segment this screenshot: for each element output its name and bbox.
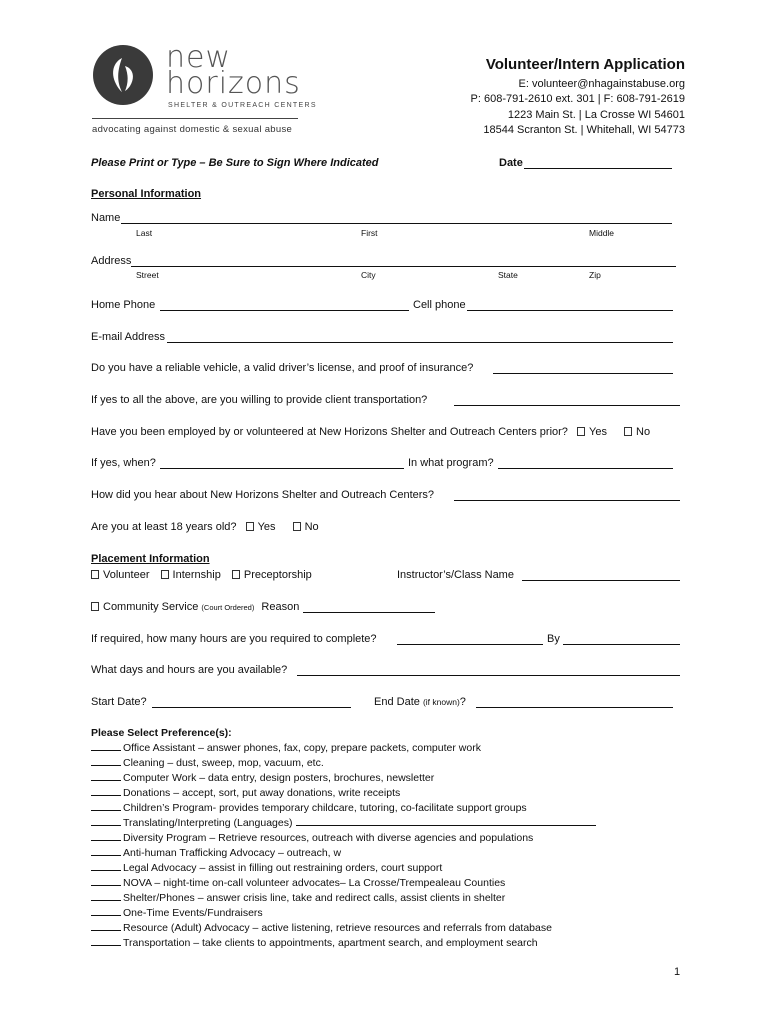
court-ordered-note: (Court Ordered)	[201, 603, 255, 612]
preference-label: Computer Work – data entry, design posters, brochures, newsletter	[123, 772, 435, 784]
name-sub-first: First	[361, 228, 378, 238]
contact-address-2: 18544 Scranton St. | Whitehall, WI 54773	[483, 124, 685, 136]
preference-select-field[interactable]	[91, 764, 121, 766]
preference-label: Translating/Interpreting (Languages)	[123, 817, 293, 829]
logo-divider	[92, 118, 298, 119]
preference-item	[91, 847, 341, 859]
logo-name-horizons: horizons	[166, 66, 301, 101]
form-title: Volunteer/Intern Application	[485, 56, 685, 73]
name-sub-middle: Middle	[589, 228, 615, 238]
preference-select-field[interactable]	[91, 869, 121, 871]
preference-item	[91, 892, 505, 904]
preference-select-field[interactable]	[91, 824, 121, 826]
preference-select-field[interactable]	[91, 899, 121, 901]
instructions: Please Print or Type – Be Sure to Sign Where Indicated	[91, 157, 379, 169]
instructor-label: Instructor’s/Class Name	[397, 569, 514, 581]
age-question-text: Are you at least 18 years old?	[91, 521, 237, 533]
address-sub-city: City	[361, 270, 376, 280]
preference-item	[91, 937, 538, 949]
volunteer-label: Volunteer	[103, 569, 150, 581]
preference-item	[91, 742, 481, 754]
preference-select-field[interactable]	[91, 914, 121, 916]
reason-field[interactable]	[303, 612, 435, 613]
reason-label: Reason	[261, 601, 300, 613]
age-yes-label: Yes	[257, 521, 276, 533]
transport-question: If yes to all the above, are you willing to provide client transportation?	[91, 394, 428, 406]
email-label: E-mail Address	[91, 331, 165, 343]
contact-phone: P: 608-791-2610 ext. 301 | F: 608-791-2619	[470, 93, 685, 105]
age-no-checkbox[interactable]	[293, 522, 301, 531]
employed-no-checkbox[interactable]	[624, 427, 632, 436]
logo-tagline: advocating against domestic & sexual abuse	[92, 124, 293, 135]
by-field[interactable]	[563, 644, 680, 645]
preference-select-field[interactable]	[91, 929, 121, 931]
employed-question-text: Have you been employed by or volunteered at New Horizons Shelter and Outreach Centers prior?	[91, 426, 568, 438]
end-date-row	[374, 696, 466, 708]
program-field[interactable]	[498, 468, 673, 469]
hours-question: If required, how many hours are you required to complete?	[91, 633, 377, 645]
cell-phone-field[interactable]	[467, 310, 673, 311]
name-sub-last: Last	[136, 228, 153, 238]
preference-item	[91, 877, 505, 889]
preference-label: Children’s Program- provides temporary childcare, tutoring, co-facilitate support groups	[123, 802, 527, 814]
preference-item	[91, 787, 400, 799]
age-question	[91, 521, 319, 533]
community-service-label: Community Service	[103, 601, 199, 613]
preference-label: NOVA – night-time on-call volunteer advocates– La Crosse/Trempealeau Counties	[123, 877, 506, 889]
address-field[interactable]	[131, 266, 676, 267]
community-service-checkbox[interactable]	[91, 602, 99, 611]
hours-field[interactable]	[397, 644, 543, 645]
preference-item	[91, 922, 552, 934]
employed-no-label: No	[636, 426, 651, 438]
preceptorship-label: Preceptorship	[243, 569, 312, 581]
preference-item	[91, 832, 533, 844]
placement-info-heading: Placement Information	[91, 553, 210, 565]
preference-item	[91, 817, 598, 829]
butterfly-logo-icon	[92, 44, 154, 106]
logo	[92, 40, 317, 139]
days-question: What days and hours are you available?	[91, 664, 288, 676]
end-date-label: End Date	[374, 696, 420, 708]
preference-select-field[interactable]	[91, 779, 121, 781]
transport-answer-field[interactable]	[454, 405, 680, 406]
preference-label: Donations – accept, sort, put away donations, write receipts	[123, 787, 401, 799]
languages-field[interactable]	[296, 824, 596, 826]
contact-address-1: 1223 Main St. | La Crosse WI 54601	[507, 109, 685, 121]
preference-label: Cleaning – dust, sweep, mop, vacuum, etc.	[123, 757, 324, 769]
name-label: Name	[91, 212, 121, 224]
home-phone-field[interactable]	[160, 310, 409, 311]
preference-select-field[interactable]	[91, 809, 121, 811]
email-field[interactable]	[167, 342, 673, 343]
employed-yes-checkbox[interactable]	[577, 427, 585, 436]
date-label: Date	[499, 157, 523, 169]
cell-phone-label: Cell phone	[413, 299, 466, 311]
preference-select-field[interactable]	[91, 854, 121, 856]
volunteer-checkbox[interactable]	[91, 570, 99, 579]
name-field[interactable]	[121, 223, 672, 224]
age-no-label: No	[304, 521, 319, 533]
preference-item	[91, 907, 263, 919]
when-field[interactable]	[160, 468, 404, 469]
internship-checkbox[interactable]	[161, 570, 169, 579]
preference-item	[91, 802, 527, 814]
date-field[interactable]	[524, 168, 672, 169]
preference-label: Diversity Program – Retrieve resources, outreach with diverse agencies and populations	[123, 832, 534, 844]
preference-label: One-Time Events/Fundraisers	[123, 907, 263, 919]
preference-select-field[interactable]	[91, 749, 121, 751]
employed-question	[91, 426, 650, 438]
preference-label: Legal Advocacy – assist in filling out restraining orders, court support	[123, 862, 443, 874]
address-sub-street: Street	[136, 270, 159, 280]
address-sub-state: State	[498, 270, 518, 280]
instructor-field[interactable]	[522, 580, 680, 581]
start-date-label: Start Date?	[91, 696, 147, 708]
preference-item	[91, 772, 434, 784]
home-phone-label: Home Phone	[91, 299, 156, 311]
preferences-heading: Please Select Preference(s):	[91, 727, 232, 739]
preference-select-field[interactable]	[91, 839, 121, 841]
vehicle-answer-field[interactable]	[493, 373, 673, 374]
logo-subtitle: SHELTER & OUTREACH CENTERS	[168, 102, 317, 109]
if-known-note: (if known)	[422, 697, 460, 707]
placement-type-row	[91, 569, 312, 581]
program-label: In what program?	[408, 457, 494, 469]
age-yes-checkbox[interactable]	[246, 522, 254, 531]
end-date-field[interactable]	[476, 707, 673, 708]
hear-question: How did you hear about New Horizons Shelter and Outreach Centers?	[91, 489, 435, 501]
preference-label: Anti-human Trafficking Advocacy – outreach, w	[123, 847, 342, 859]
preference-label: Resource (Adult) Advocacy – active listening, retrieve resources and referrals from database	[123, 922, 552, 934]
internship-label: Internship	[172, 569, 221, 581]
when-label: If yes, when?	[91, 457, 156, 469]
end-date-question-mark: ?	[459, 696, 466, 708]
employed-yes-label: Yes	[589, 426, 607, 438]
preceptorship-checkbox[interactable]	[232, 570, 240, 579]
preference-label: Shelter/Phones – answer crisis line, take and redirect calls, assist clients in shelter	[123, 892, 506, 904]
vehicle-question: Do you have a reliable vehicle, a valid driver’s license, and proof of insurance?	[91, 362, 474, 374]
start-date-field[interactable]	[152, 707, 351, 708]
logo-name-new: new	[166, 40, 232, 75]
address-sub-zip: Zip	[589, 270, 601, 280]
page-number: 1	[674, 966, 681, 978]
preference-label: Office Assistant – answer phones, fax, copy, prepare packets, computer work	[123, 742, 481, 754]
hear-answer-field[interactable]	[454, 500, 680, 501]
preference-label: Transportation – take clients to appointments, apartment search, and employment search	[123, 937, 538, 949]
by-label: By	[547, 633, 560, 645]
preference-item	[91, 757, 324, 769]
community-service-row	[91, 601, 299, 613]
preference-item	[91, 862, 442, 874]
days-field[interactable]	[297, 675, 680, 676]
contact-email: E: volunteer@nhagainstabuse.org	[518, 78, 685, 90]
preference-select-field[interactable]	[91, 794, 121, 796]
personal-info-heading: Personal Information	[91, 188, 202, 200]
preference-select-field[interactable]	[91, 944, 121, 946]
preference-select-field[interactable]	[91, 884, 121, 886]
address-label: Address	[91, 255, 132, 267]
